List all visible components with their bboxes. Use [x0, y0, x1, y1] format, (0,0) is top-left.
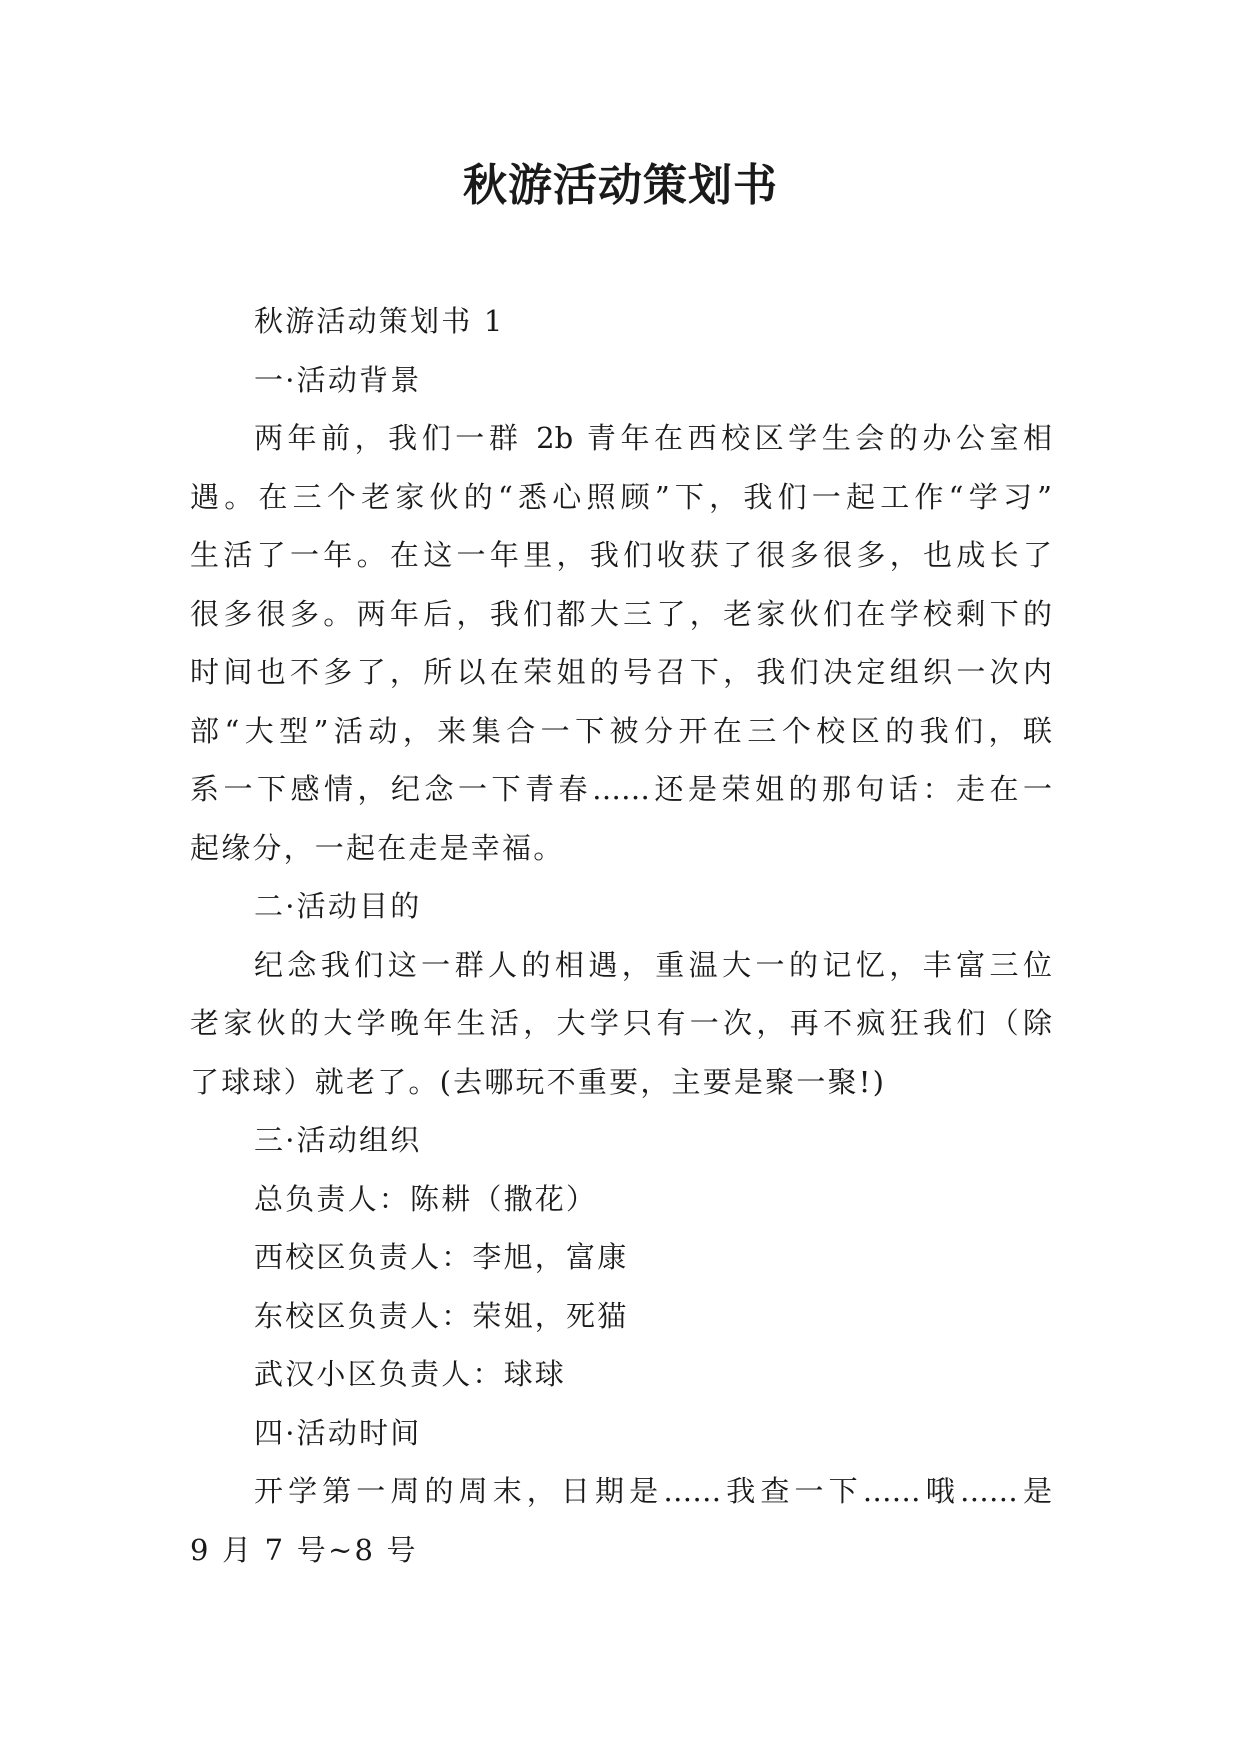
paragraph-line: 部“大型”活动，来集合一下被分开在三个校区的我们，联 — [190, 713, 1052, 748]
paragraph-line: 很多很多。两年后，我们都大三了，老家伙们在学校剩下的 — [190, 596, 1052, 631]
paragraph-line: 老家伙的大学晚年生活，大学只有一次，再不疯狂我们（除 — [190, 1006, 1052, 1040]
paragraph-line: 开学第一周的周末，日期是……我查一下……哦……是 — [254, 1474, 1052, 1508]
paragraph-line: 生活了一年。在这一年里，我们收获了很多很多，也成长了 — [190, 538, 1052, 572]
organization-item: 东校区负责人：荣姐，死猫 — [254, 1298, 629, 1333]
paragraph-line: 纪念我们这一群人的相遇，重温大一的记忆，丰富三位 — [254, 947, 1052, 982]
document-body — [190, 292, 1052, 1579]
subtitle: 秋游活动策划书 1 — [254, 304, 505, 338]
organization-item: 西校区负责人：李旭，富康 — [254, 1240, 629, 1274]
paragraph-line: 两年前，我们一群 2b 青年在西校区学生会的办公室相 — [254, 421, 1052, 455]
paragraph-line: 9 月 7 号~8 号 — [190, 1532, 418, 1567]
document-title: 秋游活动策划书 — [463, 160, 778, 211]
section-heading-time: 四·活动时间 — [254, 1415, 422, 1450]
paragraph-line: 了球球）就老了。(去哪玩不重要，主要是聚一聚!) — [190, 1064, 887, 1099]
section-heading-background: 一·活动背景 — [254, 362, 422, 397]
paragraph-line: 系一下感情，纪念一下青春……还是荣姐的那句话：走在一 — [190, 772, 1052, 806]
organization-item: 总负责人：陈耕（撒花） — [254, 1181, 598, 1216]
paragraph-line: 时间也不多了，所以在荣姐的号召下，我们决定组织一次内 — [190, 655, 1052, 689]
organization-item: 武汉小区负责人：球球 — [254, 1357, 567, 1391]
section-heading-organization: 三·活动组织 — [254, 1123, 422, 1157]
section-heading-purpose: 二·活动目的 — [254, 889, 422, 923]
paragraph-line: 起缘分，一起在走是幸福。 — [190, 830, 565, 865]
paragraph-line: 遇。在三个老家伙的“悉心照顾”下，我们一起工作“学习” — [190, 479, 1052, 514]
